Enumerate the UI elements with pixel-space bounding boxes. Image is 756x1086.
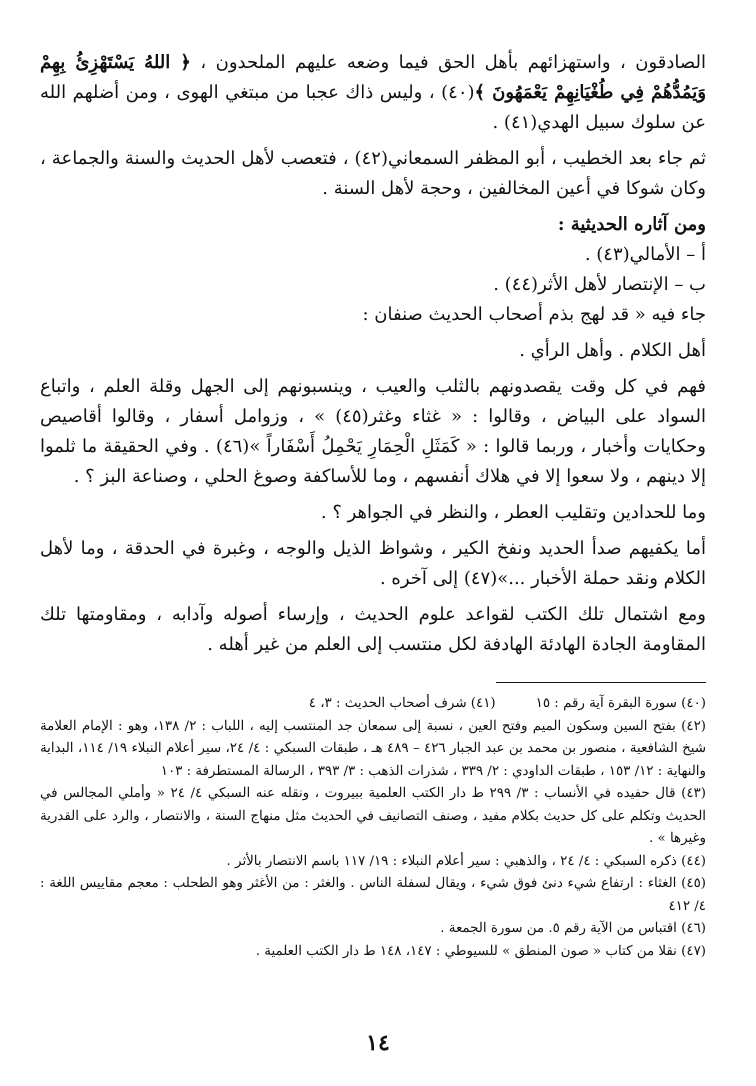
paragraph-4: أهل الكلام . وأهل الرأي .: [519, 340, 706, 361]
page-number: ١٤: [366, 1030, 390, 1056]
footnote-45: (٤٥) الغثاء : ارتفاع شيء دنئ فوق شيء ، ويقال لسفلة الناس . والغثر : من الأغثر وهو الطحلب : معجم مقاييس اللغة : ٤/ ٤١٢: [40, 876, 706, 914]
footnote-divider: [496, 682, 706, 683]
paragraph-6: وما للحدادين وتقليب العطر ، والنظر في الجواهر ؟ .: [320, 502, 706, 523]
paragraph-8: ومع اشتمال تلك الكتب لقواعد علوم الحديث ، وإرساء أصوله وآدابه ، ومقاومتها تلك المقاومة الجادة الهادئة الهادفة لكل منتسب إلى العلم من غير أهله .: [40, 604, 706, 655]
footnote-41: (٤١) شرف أصحاب الحديث : ٣، ٤: [308, 696, 496, 711]
footnote-43: (٤٣) قال حفيده في الأنساب : ٣/ ٢٩٩ ط دار الكتب العلمية ببيروت ، ونقله عنه السبكي ٤/ ٢٤ « وأملي المجالس في الحديث وتكلم على كل حديث بكلام مفيد ، وصنف التصانيف في الحديث مثل منهاج السنة ، والانتصار ، والرد على القدرية وغيرها » .: [40, 786, 706, 846]
footnote-47: (٤٧) نقلا من كتاب « صون المنطق » للسيوطي : ١٤٧، ١٤٨ ط دار الكتب العلمية .: [255, 943, 706, 959]
list-item-a: أ – الأمالي(٤٣) .: [584, 244, 706, 265]
paragraph-1-text-a: الصادقون ، واستهزائهم بأهل الحق فيما وضعه عليهم الملحدون ،: [190, 52, 707, 73]
footnote-46: (٤٦) اقتباس من الآية رقم ٥. من سورة الجمعة .: [440, 921, 706, 936]
paragraph-1-text-b: (٤٠) ، وليس ذاك عجبا من مبتغي الهوى ، ومن أضلهم الله عن سلوك سبيل الهدي(٤١) .: [40, 82, 706, 133]
footnote-42: (٤٢) بفتح السين وسكون الميم وفتح العين ، نسبة إلى سمعان جد المنتسب إليه ، اللباب : ٢/ ١٣٨، وهو : الإمام العلامة شيخ الشافعية ، منصور بن محمد بن عبد الجبار ٤٢٦ – ٤٨٩ هـ ، طبقات السبكي : ٤/ ٢٤، سير أعلام النبلاء ١٩/ ١١٤، البداية والنهاية : ١٢/ ١٥٣ ، طبقات الداودي : ٢/ ٣٣٩ ، شذرات الذهب : ٣/ ٣٩٣ ، الرسالة المستطرفة : ١٠٣: [40, 718, 706, 779]
paragraph-3: جاء فيه « قد لهج بذم أصحاب الحديث صنفان :: [362, 304, 706, 325]
footnotes: [40, 693, 706, 963]
paragraph-7: أما يكفيهم صدأ الحديد ونفخ الكير ، وشواظ الذيل والوجه ، وغبرة في الحدقة ، وما لأهل الكلام ونقد حملة الأخبار ...»(٤٧) إلى آخره .: [40, 538, 706, 589]
section-heading: ومن آثاره الحديثية :: [557, 214, 706, 235]
paragraph-1: [40, 48, 706, 138]
footnote-row-40-41: [40, 693, 706, 716]
quran-quote: ﴿ اللهُ يَسْتَهْزِئُ بِهِمْ وَيَمُدُّهُمْ فِي طُغْيَانِهِمْ يَعْمَهُونَ ﴾: [40, 52, 707, 103]
footnote-44: (٤٤) ذكره السبكي : ٤/ ٢٤ ، والذهبي : سير أعلام النبلاء : ١٩/ ١١٧ باسم الانتصار بالأثر .: [226, 853, 706, 869]
list-item-b: ب – الإنتصار لأهل الأثر(٤٤) .: [493, 274, 706, 295]
paragraph-5: فهم في كل وقت يقصدونهم بالثلب والعيب ، وينسبونهم إلى الجهل وقلة العلم ، واتباع السواد على البياض ، وقالوا : « غثاء وغثر(٤٥) » ، وزوامل أسفار ، وقالوا أقاصيص وحكايات وأخبار ، وربما قالوا : « كَمَثَلِ الْحِمَارِ يَحْمِلُ أَسْفَاراً »(٤٦) . وفي الحقيقة ما ثلموا إلا دينهم ، ولا سعوا إلا في هلاك أنفسهم ، وما للأساكفة وصوغ الحلي ، وصناعة البز ؟ .: [40, 376, 706, 487]
footnote-40: (٤٠) سورة البقرة آية رقم : ١٥: [535, 696, 706, 711]
paragraph-2: ثم جاء بعد الخطيب ، أبو المظفر السمعاني(٤٢) ، فتعصب لأهل الحديث والسنة والجماعة ، وكان شوكا في أعين المخالفين ، وحجة لأهل السنة .: [40, 148, 706, 199]
